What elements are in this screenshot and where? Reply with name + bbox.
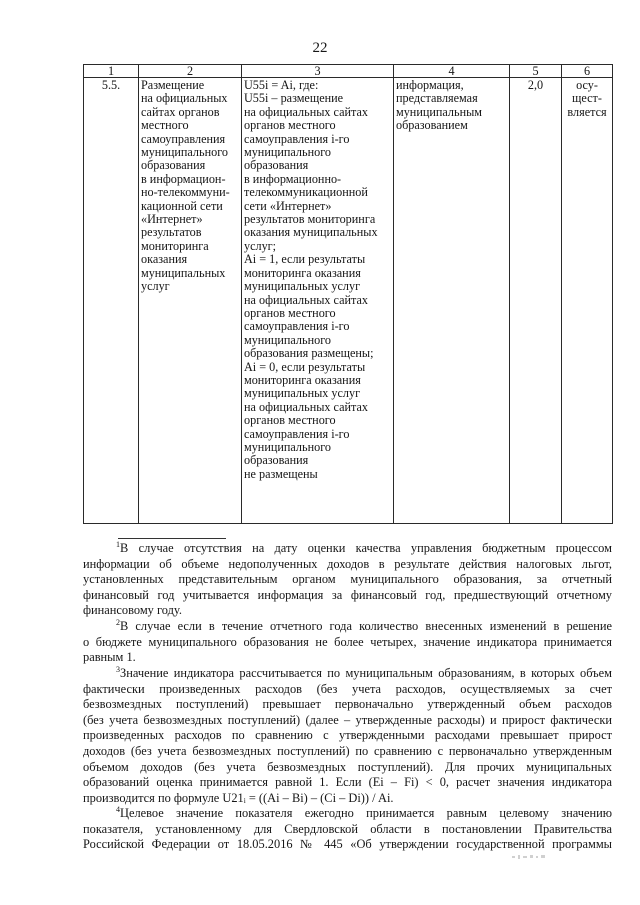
footnote-line: произведенных расходов по сравнению с утвержденными расходами превышает прирост [83, 728, 612, 743]
indicator-name-line: мониторинга [141, 238, 209, 253]
source-line: образованием [396, 118, 468, 133]
footnote-line: доходов (без учета безвозмездных поступлений) по сравнению с первоначально утвержденным [83, 743, 612, 758]
formula-line: на официальных сайтах [244, 104, 369, 119]
formula-line: муниципального [244, 145, 331, 160]
indicator-name-line: сайтах органов [141, 104, 220, 119]
footnote-line: безвозмездных поступлений) превышает первоначально утвержденный объем расходов [83, 697, 612, 712]
formula-line: U55i – размещение [244, 91, 344, 106]
formula-line: самоуправления i-го [244, 131, 350, 146]
action-line: щест- [572, 91, 602, 106]
action-line: осу- [576, 78, 598, 92]
footnote-line: объемом доходов (без учета безвозмездных поступлений). Для прочих муниципальных [83, 759, 612, 774]
footnote-line [83, 666, 612, 682]
footnote-mark: 3 [116, 664, 120, 674]
formula-line: муниципального [244, 332, 331, 347]
formula-line: на официальных сайтах [244, 292, 369, 307]
formula-line: мониторинга оказания [244, 372, 361, 387]
formula-line: самоуправления i-го [244, 319, 350, 334]
formula-line: в информационно- [244, 171, 342, 186]
indicator-name-line: самоуправления [141, 131, 226, 146]
formula-line: телекоммуникационной [244, 185, 368, 200]
formula-line: муниципального [244, 439, 331, 454]
formula-line: образования размещены; [244, 346, 374, 361]
indicator-name-cell [139, 78, 242, 524]
footnote-2 [83, 619, 612, 666]
footnote-text: Значение индикатора рассчитывается по муниципальным образованиям, в которых объем [120, 666, 612, 680]
indicator-name-line: местного [141, 118, 189, 133]
indicator-name-line: оказания [141, 252, 188, 267]
footnote-line: Российской Федерации от 18.05.2016 № 445 «Об утверждении государственной программы [83, 837, 612, 852]
formula-line: Ai = 0, если результаты [244, 359, 366, 374]
footnote-3 [83, 666, 612, 806]
formula-cell [242, 78, 394, 524]
header-col-3: 3 [242, 65, 394, 78]
formula-line: образования [244, 158, 309, 173]
formula-line: оказания муниципальных [244, 225, 378, 240]
table-header-row [84, 65, 613, 78]
footnote-line: (без учета безвозмездных поступлений) (далее – утвержденные расходы) и прирост фактически [83, 712, 612, 727]
formula-line: сети «Интернет» [244, 198, 332, 213]
weight-cell: 2,0 [510, 78, 562, 524]
indicator-formula [244, 79, 390, 481]
source-cell [394, 78, 510, 524]
page-number: 22 [312, 40, 328, 56]
formula-line: органов местного [244, 413, 336, 428]
footnote-line: показателя, установленному для Свердловской области в постановлении Правительства [83, 821, 612, 836]
action-cell [562, 78, 613, 524]
formula-line: на официальных сайтах [244, 399, 369, 414]
formula-line: результатов мониторинга [244, 212, 376, 227]
header-col-5: 5 [510, 65, 562, 78]
footnote-4 [83, 806, 612, 853]
source-line: представляемая [396, 91, 478, 106]
indicator-name-line: результатов [141, 225, 202, 240]
footnote-1 [83, 541, 612, 619]
indicator-name-line: «Интернет» [141, 212, 203, 227]
header-col-1: 1 [84, 65, 139, 78]
formula-line: муниципальных услуг [244, 279, 361, 294]
indicator-name-line: кационной сети [141, 198, 223, 213]
footnote-line: о бюджете муниципального образования не более четырех, значение индикатора принимается [83, 634, 612, 649]
footnote-line: финансовый год учитывается информация за финансовый год, предшествующий отчетному [83, 587, 612, 602]
faint-stamp-mark [512, 852, 552, 862]
footnote-mark: 4 [116, 804, 120, 814]
header-col-6: 6 [562, 65, 613, 78]
action-status [565, 79, 609, 119]
source-line: информация, [396, 78, 464, 92]
footnote-line: производится по формуле U21ᵢ = ((Ai – Bi) – (Ci – Di)) / Ai. [83, 790, 394, 805]
source-line: муниципальным [396, 104, 482, 119]
data-source [396, 79, 506, 133]
footnote-line: финансовому году. [83, 603, 182, 618]
header-col-2: 2 [139, 65, 242, 78]
formula-line: U55i = Ai, где: [244, 78, 319, 92]
indicator-name-line: муниципальных [141, 265, 226, 280]
footnote-separator [118, 538, 226, 539]
formula-line: не размещены [244, 466, 318, 481]
footnote-line: фактически произведенных расходов (без учета расходов, осуществляемых за счет [83, 681, 612, 696]
formula-line: муниципальных услуг [244, 386, 361, 401]
indicator-name [141, 79, 238, 294]
footnote-mark: 2 [116, 617, 120, 627]
formula-line: услуг; [244, 238, 277, 253]
formula-line: органов местного [244, 118, 336, 133]
indicator-name-line: но-телекоммуни- [141, 185, 230, 200]
indicator-name-line: на официальных [141, 91, 228, 106]
indicator-name-line: муниципального [141, 145, 228, 160]
header-col-4: 4 [394, 65, 510, 78]
table-row [84, 78, 613, 524]
footnote-text: В случае если в течение отчетного года количество внесенных изменений в решение [120, 619, 612, 633]
formula-line: органов местного [244, 305, 336, 320]
footnote-line: информации об объеме недополученных доходов в результате действия налоговых льгот, [83, 556, 612, 571]
footnote-text: В случае отсутствия на дату оценки качества управления бюджетным процессом [120, 541, 612, 555]
indicator-name-line: услуг [141, 279, 170, 294]
formula-line: самоуправления i-го [244, 426, 350, 441]
formula-line: мониторинга оказания [244, 265, 361, 280]
indicator-name-line: Размещение [141, 78, 205, 92]
footnote-line: образований оценка принимается равной 1. Если (Ei – Fi) < 0, расчет значения индикатора [83, 775, 612, 790]
action-line: вляется [567, 104, 607, 119]
indicator-table [83, 64, 613, 524]
formula-line: образования [244, 453, 309, 468]
footnote-line: равным 1. [83, 650, 136, 665]
footnote-mark: 1 [116, 539, 120, 549]
footnote-line [83, 541, 612, 557]
footnote-line [83, 806, 612, 822]
footnote-text: Целевое значение показателя ежегодно принимается равным целевому значению [120, 806, 612, 820]
footnote-line: установленных представительным органом муниципального образования, за отчетный [83, 572, 612, 587]
footnote-line [83, 619, 612, 635]
indicator-name-line: в информацион- [141, 171, 226, 186]
formula-line: Ai = 1, если результаты [244, 252, 366, 267]
indicator-name-line: образования [141, 158, 206, 173]
row-number: 5.5. [84, 78, 139, 524]
